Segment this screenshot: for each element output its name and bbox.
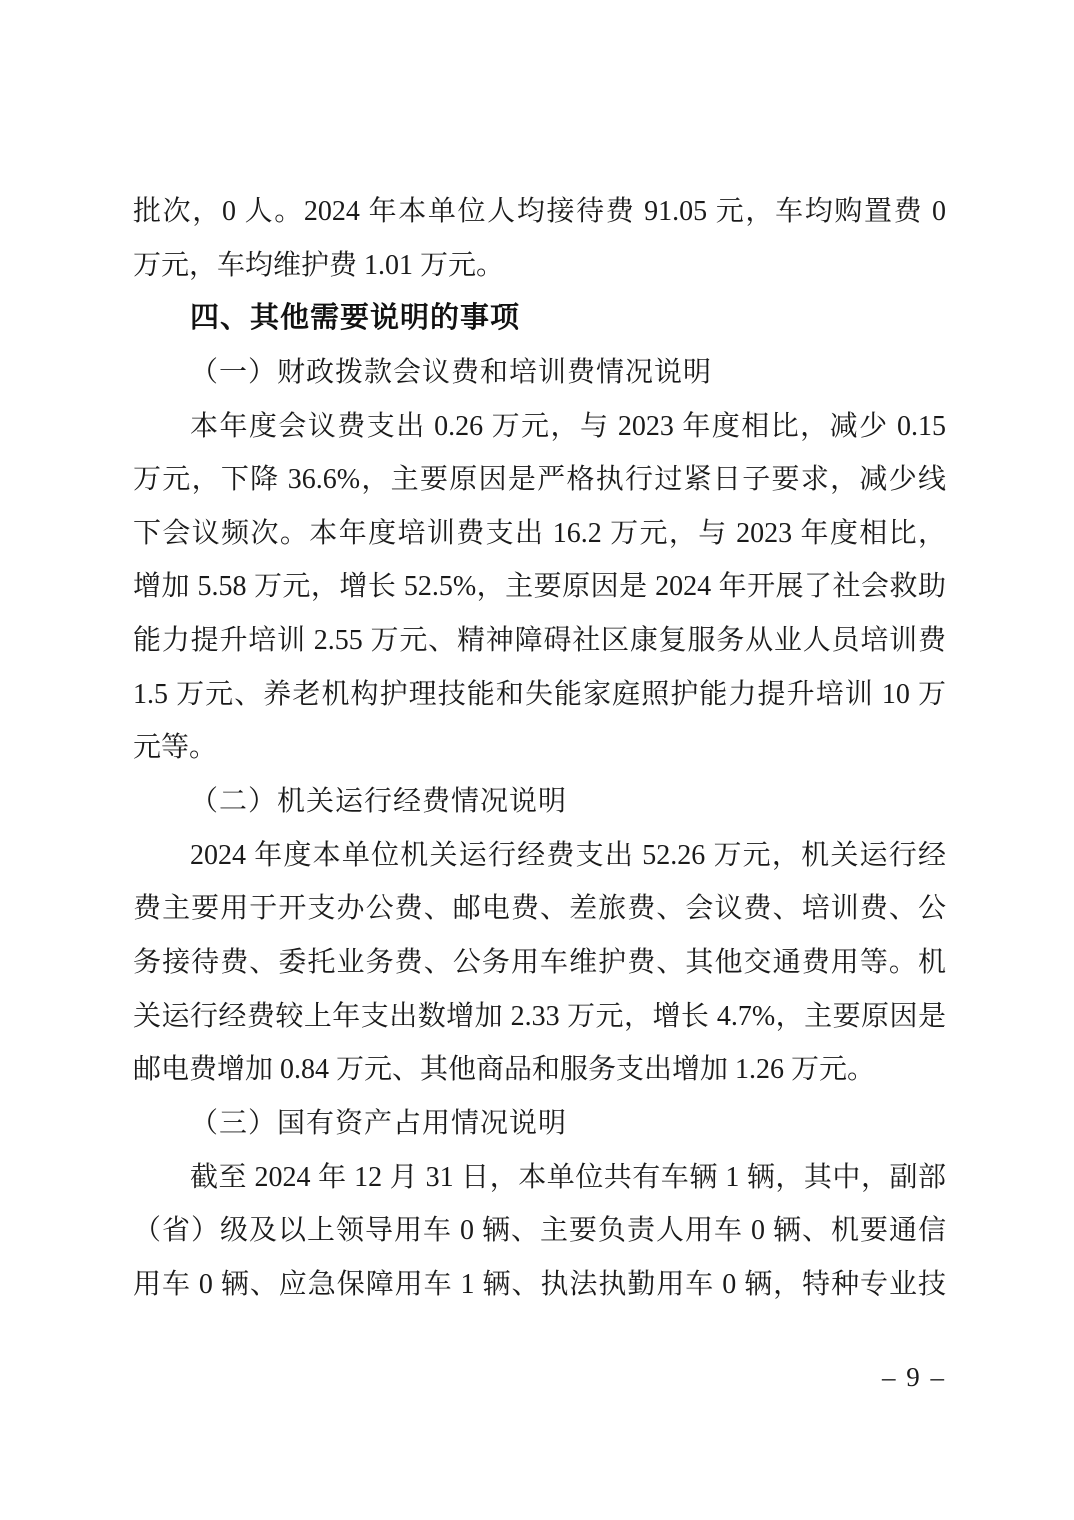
body-line: 邮电费增加 0.84 万元、其他商品和服务支出增加 1.26 万元。 bbox=[133, 1054, 876, 1086]
body-line: 务接待费、委托业务费、公务用车维护费、其他交通费用等。机 bbox=[133, 946, 946, 978]
page-number: – 9 – bbox=[882, 1362, 946, 1392]
body-line: 截至 2024 年 12 月 31 日，本单位共有车辆 1 辆，其中，副部 bbox=[190, 1161, 946, 1193]
section-heading: 四、其他需要说明的事项 bbox=[190, 302, 521, 335]
subsection-heading: （三）国有资产占用情况说明 bbox=[190, 1107, 568, 1139]
subsection-heading: （一）财政拨款会议费和培训费情况说明 bbox=[190, 356, 713, 388]
body-line: 本年度会议费支出 0.26 万元，与 2023 年度相比，减少 0.15 bbox=[190, 410, 946, 442]
subsection-heading: （二）机关运行经费情况说明 bbox=[190, 786, 568, 818]
body-line: 1.5 万元、养老机构护理技能和失能家庭照护能力提升培训 10 万 bbox=[133, 678, 946, 710]
body-line: 能力提升培训 2.55 万元、精神障碍社区康复服务从业人员培训费 bbox=[133, 625, 946, 657]
body-line: （省）级及以上领导用车 0 辆、主要负责人用车 0 辆、机要通信 bbox=[133, 1215, 946, 1247]
body-line: 元等。 bbox=[133, 732, 218, 764]
body-line: 关运行经费较上年支出数增加 2.33 万元，增长 4.7%，主要原因是 bbox=[133, 1000, 946, 1032]
body-line: 2024 年度本单位机关运行经费支出 52.26 万元，机关运行经 bbox=[190, 839, 946, 871]
body-line: 下会议频次。本年度培训费支出 16.2 万元，与 2023 年度相比， bbox=[133, 517, 946, 549]
document-body bbox=[133, 185, 946, 1311]
body-line: 批次，0 人。2024 年本单位人均接待费 91.05 元，车均购置费 0 bbox=[133, 196, 946, 227]
body-line: 用车 0 辆、应急保障用车 1 辆、执法执勤用车 0 辆，特种专业技 bbox=[133, 1268, 946, 1300]
body-line: 增加 5.58 万元，增长 52.5%，主要原因是 2024 年开展了社会救助 bbox=[133, 571, 946, 603]
body-line: 万元，车均维护费 1.01 万元。 bbox=[133, 249, 505, 281]
body-line: 万元，下降 36.6%，主要原因是严格执行过紧日子要求，减少线 bbox=[133, 464, 946, 496]
body-line: 费主要用于开支办公费、邮电费、差旅费、会议费、培训费、公 bbox=[133, 893, 946, 925]
